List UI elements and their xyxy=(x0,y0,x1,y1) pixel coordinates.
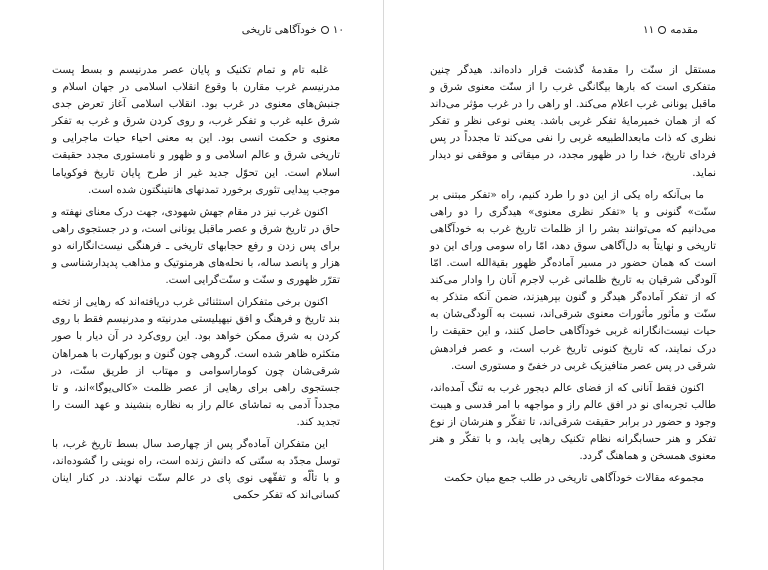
paragraph: غلبه تام و تمام تکنیک و پایان عصر مدرنیسم و بسط پست مدرنیسم غرب مقارن با وقوع انقلاب اسلامی در جهان اسلام و جنبش‌های معنوی در غرب بود. انقلاب اسلامی آغاز تعرض جدی شرق علیه غرب و تفکر غرب، و روی کردن شرق و غرب به تفکر معنوی و حکمت انسی بود. این به معنی احیاء حیات ماجرایی و تاریخی شرق و عالم اسلامی و و ظهور و نامستوری مجدد حقیقت اسلام است. این تحوّل جدید غیر از طرح پایان تاریخ فوکویاما موجب پیدایی تئوری برخورد تمدنهای هانتینگتون شده است. xyxy=(52,64,340,196)
right-page-body xyxy=(430,62,716,492)
right-page xyxy=(384,0,768,570)
paragraph: مستقل از سنّت را مقدمهٔ گذشت قرار داده‌اند. هیدگر چنین متفکری است که بارها بیگانگی غرب را از سنّت معنوی شرق و ماقبل یونانی غرب اعلام می‌کند. او راهی را در غرب مؤثر می‌داند که از همان خمیرمایهٔ تفکر غربی باشد. یعنی نوعی نظر و تفکر نظری که ذات مابعدالطبیعه غربی را نفی می‌کند تا مجدداً در پس فردای تاریخ، خدا را در ظهور مجدد، در میقاتی و موقفی نو دیدار نماید. xyxy=(430,64,716,179)
paragraph: ما بی‌آنکه راه یکی از این دو را طرد کنیم، راه «تفکر مبتنی بر سنّت» گنونی و یا «تفکر نظری معنوی» هیدگری را دو راهی می‌دانیم که می‌توانند بشر را از ظلمات تاریخ غرب به خودآگاهی تاریخی و نهایتاً به دل‌آگاهی سوق دهد، امّا راه سومی ورای این دو است که همان حضور در مسیر آماده‌گر ظهور بقیةالله است. امّا آلودگی شرقیان به تاریخ ظلمانی غرب لاجرم آنان را وادار می‌کند که از تفکر آماده‌گر هیدگر و گنون بپرهیزند، ضمن آنکه متذکر به سنّت و مأثور مأثورات معنوی شرقی‌اند، نسبت به آلودگی‌شان به حیات نیست‌انگارانه غربی خودآگاهی حاصل کنند، و این حقیقت را درک نمایند، که تاریخ کنونی تاریخ غرب است، و عصر فرادهش شرقی در پس عصر متافیزیک غربی در خفیّ و مستوری است. xyxy=(430,188,716,372)
left-page-body xyxy=(52,62,340,509)
page-ornament-icon xyxy=(321,26,329,34)
paragraph: مجموعه مقالات خودآگاهی تاریخی در طلب جمع میان حکمت xyxy=(444,472,704,485)
right-header-group xyxy=(643,24,698,36)
left-header-group xyxy=(242,24,344,36)
right-page-header xyxy=(424,22,698,38)
right-page-number: ۱۱ xyxy=(643,24,655,36)
paragraph: این متفکران آماده‌گر پس از چهارصد سال بسط تاریخ غرب، با توسل مجدّد به سنّتی که دانش زنده است، راه نوینی را گشوده‌اند، و با تألّه و تفقّهی نوی پای در عالم سنّت نهادند. در کنار اینان کسانی‌اند که تفکر حکمی xyxy=(52,437,340,502)
left-running-title: خودآگاهی تاریخی xyxy=(241,24,317,36)
paragraph: اکنون فقط آنانی که از فضای عالم دیجور غرب به تنگ آمده‌اند، طالب تجربه‌ای نو در افق عالم راز و مواجهه با امر قدسی و هیبت وجود و حضور در برابر حقیقت شرقی‌اند، تا تفکّر و هنرشان از نوع تفکر و هنر حسابگرانه نظام تکنیک رهایی یابد، و با تفکّر و هنر معنوی همسخن و هماهنگ گردد. xyxy=(430,381,716,463)
page-ornament-icon xyxy=(658,26,666,34)
left-page-header xyxy=(70,22,344,38)
paragraph: اکنون غرب نیز در مقام جهش شهودی، جهت درک معنای نهفته و حاق در تاریخ شرق و عصر ماقبل یونانی است، و در جستجوی راهی برای پس زدن و رفع حجابهای تاریخی ـ فرهنگی نیست‌انگارانه دو هزار و پانصد ساله، با نحله‌های هرمنوتیک و مذاهب پدیدارشناسی و تقرّر ظهوری و سنّت و سنّت‌گرایی است. xyxy=(52,205,340,287)
right-running-title: مقدمه xyxy=(670,24,698,36)
paragraph: اکنون برخی متفکران استثنائی غرب دریافته‌اند که رهایی از تخته بند تاریخ و فرهنگ و افق نیهیلیستی مدرنیته و مدرنیسم فقط با روی کردن به شرق ممکن خواهد بود. این روی‌کرد در آن دیار با صور متکثره ظاهر شده است. گروهی چون گنون و بورکهارت با همراهان شرقی‌شان چون کوماراسوامی و مهتاب از طریق سنّت، در جستجوی راهی برای رهایی از عصر ظلمت «کالی‌یوگا»اند، و تا مجدداً آدمی به تماشای عالم راز به نظاره بنشیند و عهد الست را تجدید کند. xyxy=(52,296,340,428)
left-page-number: ۱۰ xyxy=(332,24,344,36)
